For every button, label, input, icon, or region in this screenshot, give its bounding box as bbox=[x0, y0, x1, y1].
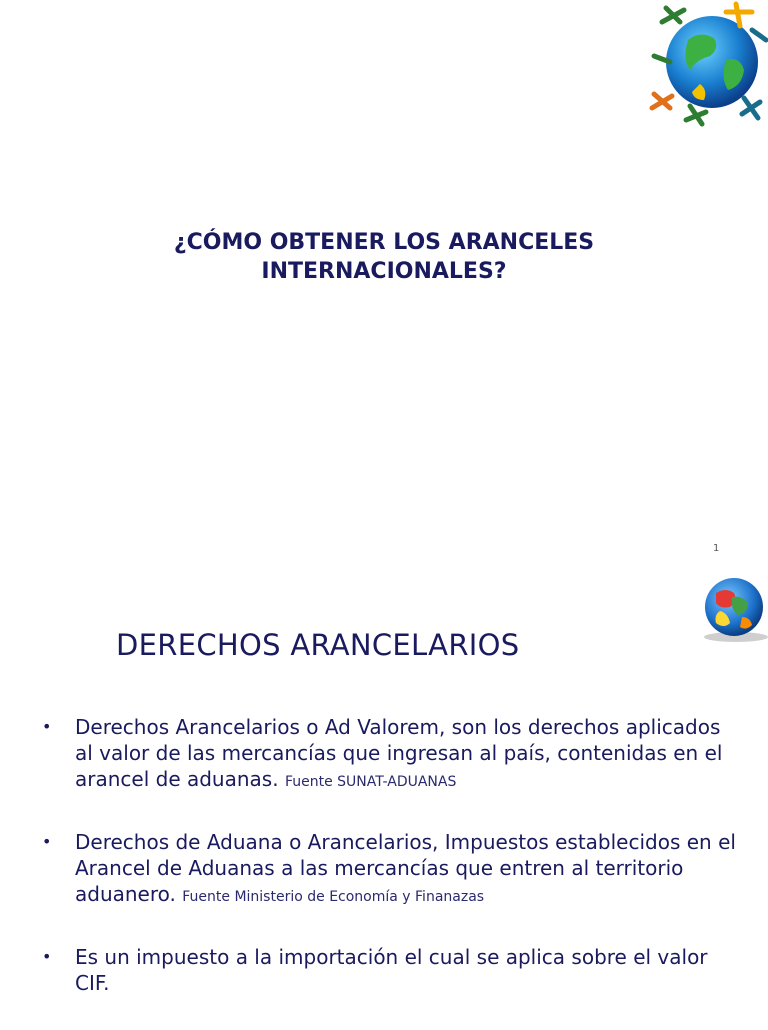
bullet-text: Es un impuesto a la importación el cual se aplica sobre el valor CIF. bbox=[75, 945, 708, 995]
bullet-source: Fuente SUNAT-ADUANAS bbox=[284, 774, 457, 790]
bullet-icon: • bbox=[42, 947, 52, 966]
slide-1-title bbox=[0, 228, 768, 286]
globe-puzzle-icon bbox=[698, 575, 768, 645]
list-item bbox=[40, 829, 740, 910]
slide-1-title-line-1: ¿CÓMO OBTENER LOS ARANCELES bbox=[173, 230, 595, 255]
bullet-text: Derechos Arancelarios o Ad Valorem, son los derechos aplicados al valor de las mercancías que ingresan al país, contenidas en el arancel de aduanas. bbox=[75, 715, 723, 791]
bullet-icon: • bbox=[42, 832, 52, 851]
slide-2-title: DERECHOS ARANCELARIOS bbox=[116, 628, 520, 662]
bullet-icon: • bbox=[42, 717, 52, 736]
slide-1-title-line-2: INTERNACIONALES? bbox=[261, 259, 507, 284]
bullet-text: Derechos de Aduana o Arancelarios, Impuestos establecidos en el Arancel de Aduanas a las mercancías que entren al territorio aduanero. bbox=[75, 830, 736, 906]
globe-people-icon bbox=[640, 0, 768, 128]
bullet-source: Fuente Ministerio de Economía y Finanazas bbox=[182, 889, 485, 905]
list-item bbox=[40, 944, 740, 996]
page-number: 1 bbox=[713, 543, 720, 554]
bullet-list bbox=[40, 714, 740, 1030]
list-item bbox=[40, 714, 740, 795]
